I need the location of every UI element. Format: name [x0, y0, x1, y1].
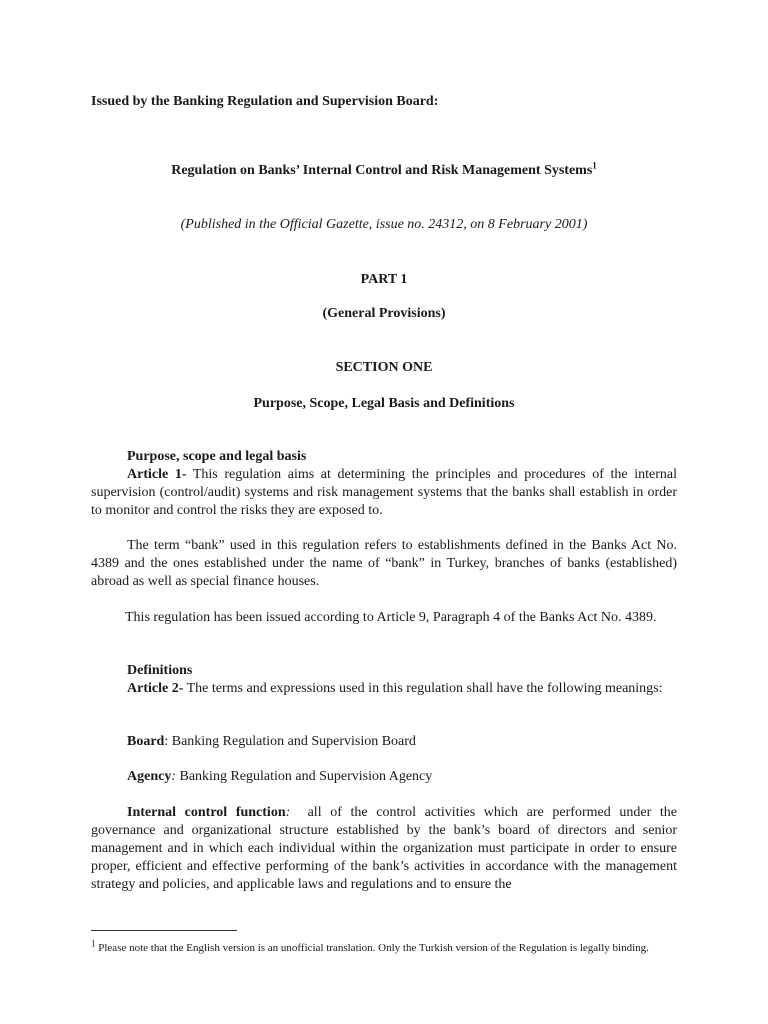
article1-p3-text: This regulation has been issued according to Article 9, Paragraph 4 of the Banks Act No. 4389.	[125, 610, 657, 625]
definition-separator: :	[171, 769, 180, 784]
footnote	[91, 940, 677, 956]
publication-note: (Published in the Official Gazette, issue no. 24312, on 8 February 2001)	[180, 217, 588, 232]
footnote-text: Please note that the English version is an unofficial translation. Only the Turkish version of the Regulation is legally binding.	[95, 942, 649, 954]
title-footnote-mark: 1	[592, 160, 597, 171]
article1-paragraph-2	[91, 537, 677, 591]
article1-paragraph-1	[91, 466, 677, 520]
regulation-title-text: Regulation on Banks’ Internal Control and Risk Management Systems	[171, 163, 593, 178]
article2-label: Article 2-	[127, 681, 184, 696]
definition-term: Board	[127, 734, 165, 749]
article2-intro-text: The terms and expressions used in this regulation shall have the following meanings:	[183, 681, 663, 696]
definition-text: Banking Regulation and Supervision Agency	[179, 769, 433, 784]
definition-term: Agency	[127, 769, 172, 784]
section-label: SECTION ONE	[335, 360, 433, 375]
definition-board	[91, 733, 677, 751]
part-label: PART 1	[360, 272, 408, 287]
definition-term: Internal control function	[127, 805, 286, 820]
definition-text: Banking Regulation and Supervision Board	[171, 734, 416, 749]
footnote-mark: 1	[91, 938, 96, 949]
article1-p2-text: The term “bank” used in this regulation refers to establishments defined in the Banks Act No. 4389 and the ones established under the name of “bank” in Turkey, branches of banks (established) abroad as well as special finance houses.	[91, 538, 677, 589]
article1-paragraph-3	[91, 609, 677, 627]
article1-label: Article 1-	[127, 467, 187, 482]
definition-separator: :	[285, 805, 291, 820]
part-subtitle: (General Provisions)	[322, 306, 446, 321]
definition-internal-control	[91, 804, 681, 894]
article1-heading: Purpose, scope and legal basis	[127, 449, 307, 464]
article2-intro-paragraph	[91, 680, 677, 698]
issuer-line: Issued by the Banking Regulation and Supervision Board:	[91, 94, 439, 109]
article2-heading: Definitions	[127, 663, 193, 678]
definition-separator: :	[164, 734, 172, 749]
footnote-divider	[91, 930, 237, 931]
definition-text: all of the control activities which are performed under the governance and organizational structure established by the bank’s board of directors and senior management and in which each individual within the organization must participate in order to ensure proper, efficient and effective performing of the bank’s activities in accordance with the management strategy and policies, and applicable laws and regulations and to ensure the	[91, 805, 681, 892]
article1-p1-text: This regulation aims at determining the principles and procedures of the internal supervision (control/audit) systems and risk management systems that the banks shall establish in order to monitor and control the risks they are exposed to.	[91, 467, 677, 518]
regulation-title	[0, 162, 768, 180]
section-subtitle: Purpose, Scope, Legal Basis and Definitions	[253, 396, 515, 411]
definition-agency	[91, 768, 677, 786]
